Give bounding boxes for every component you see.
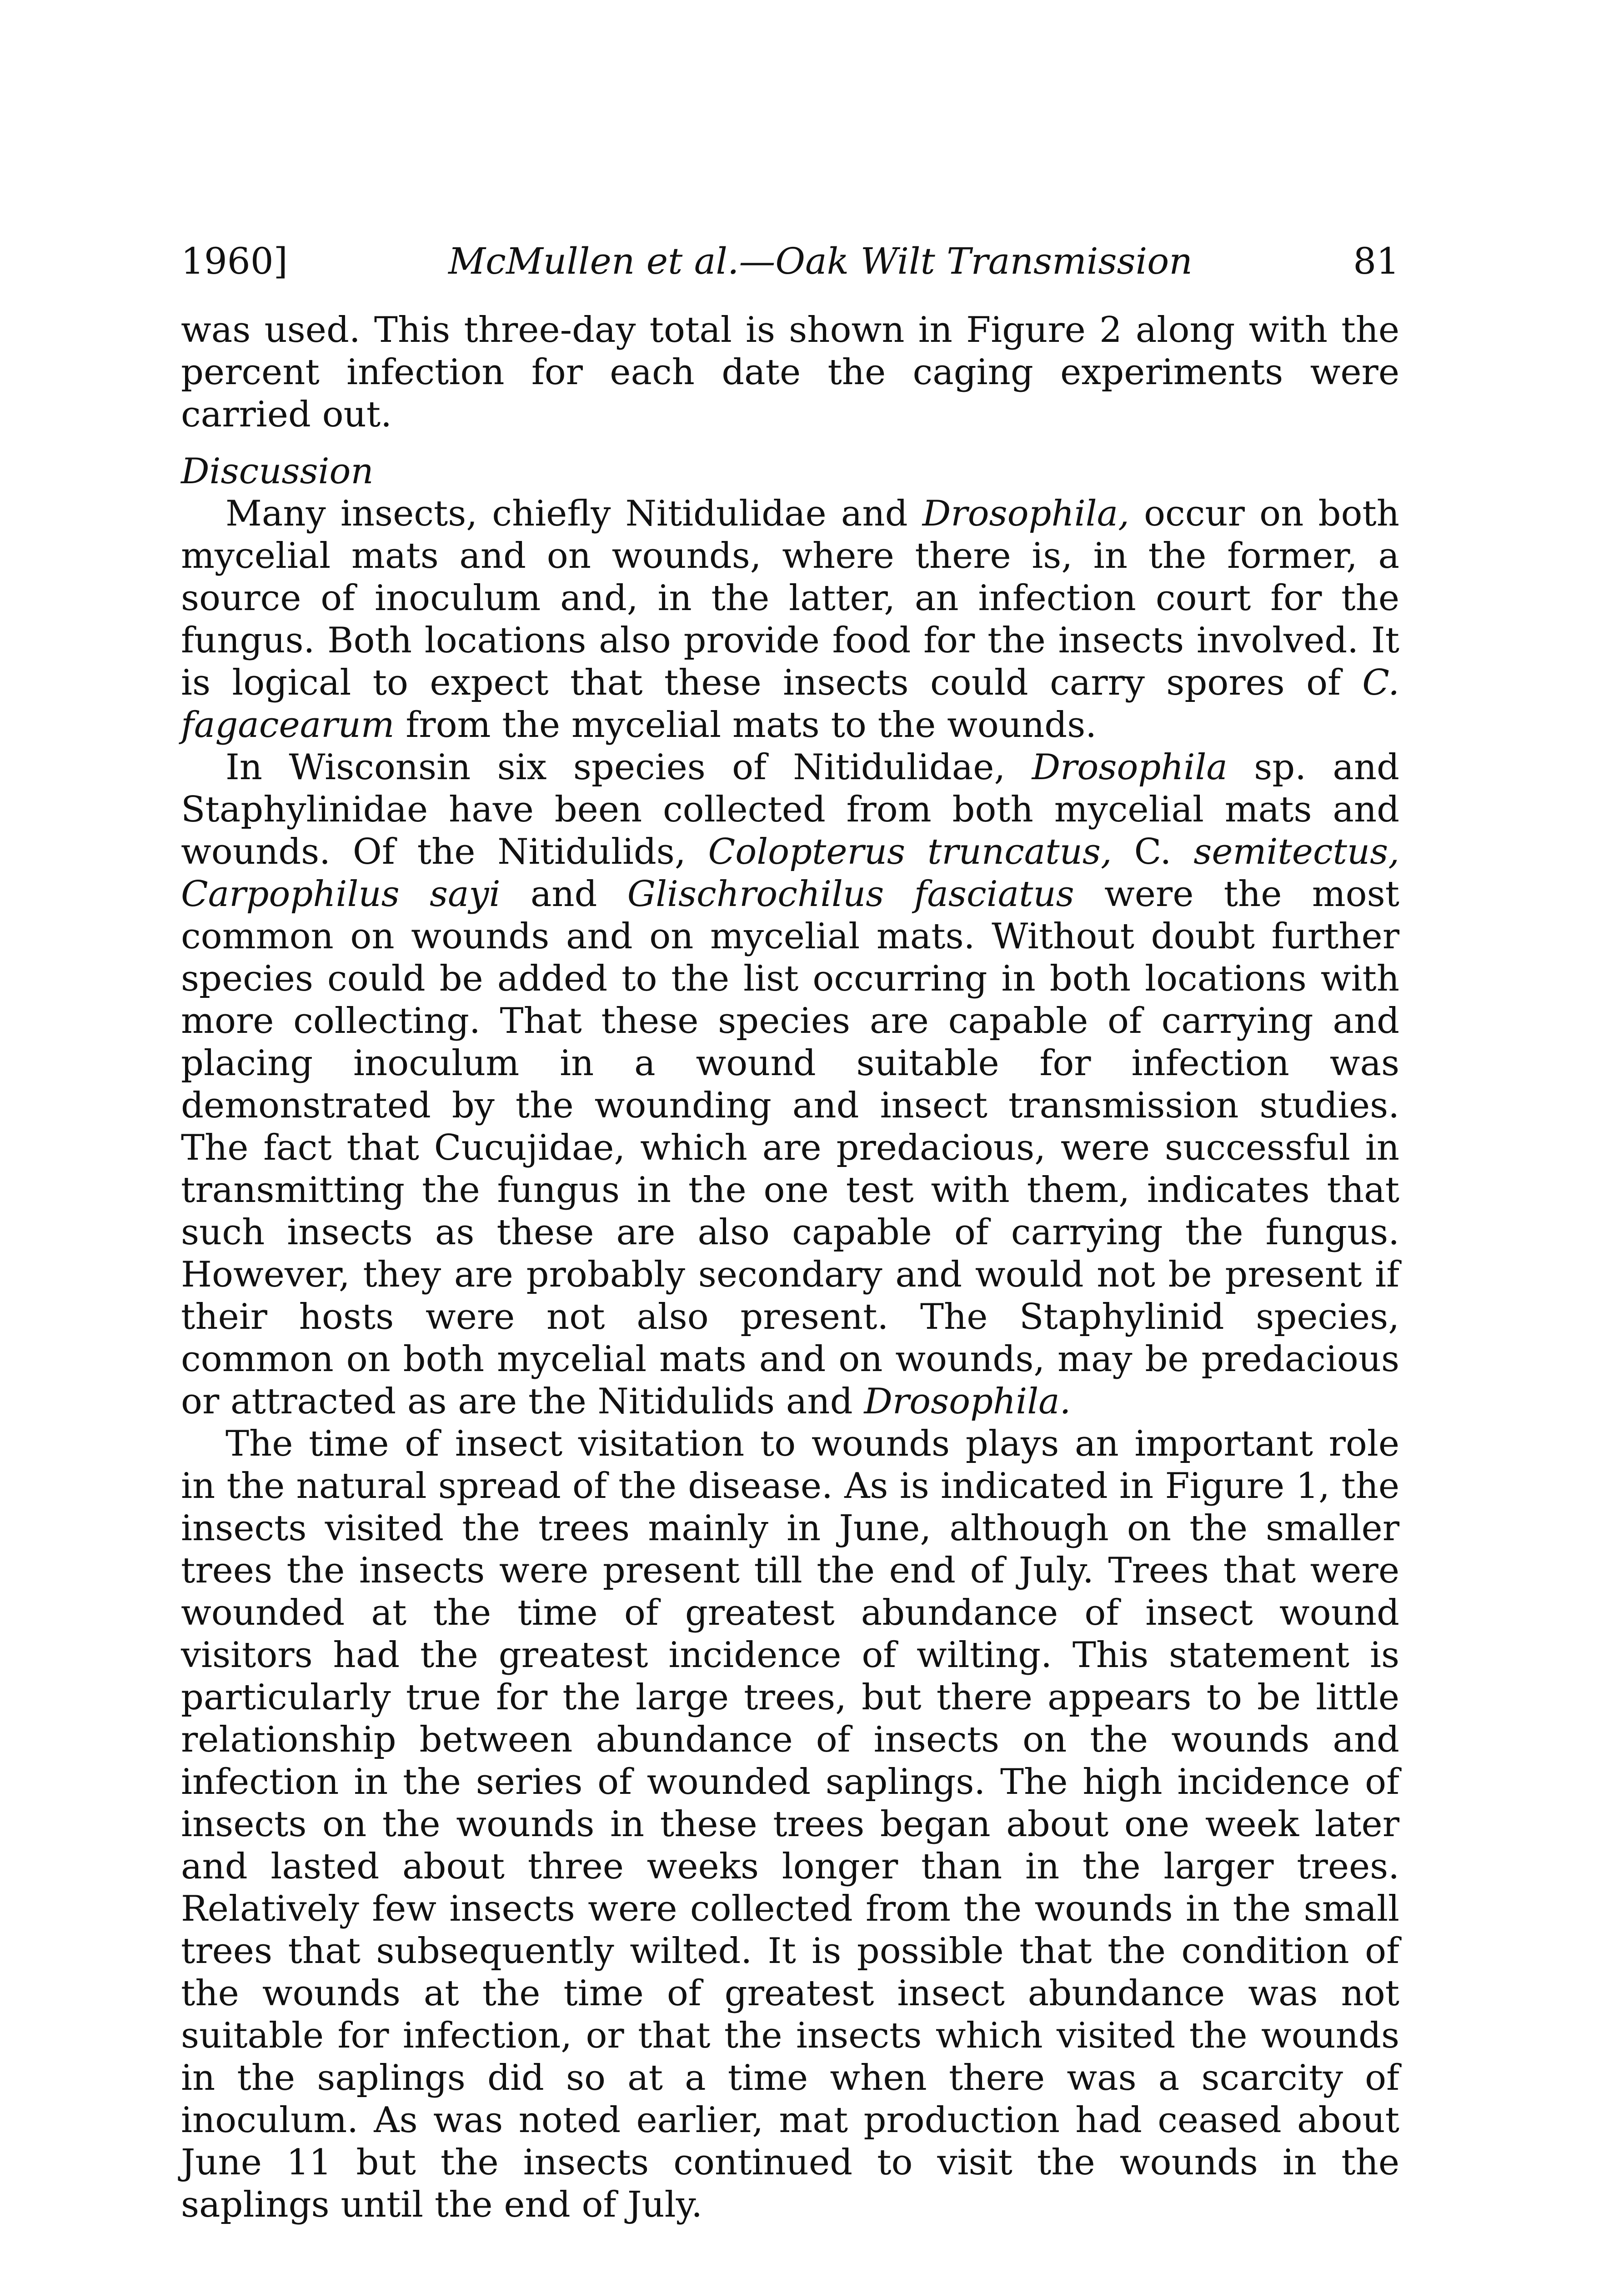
paragraph-discussion-1	[181, 493, 1399, 746]
text-run: from the mycelial mats to the wounds.	[394, 705, 1097, 746]
italic-text-run: Drosophila.	[864, 1381, 1071, 1422]
paragraph-continuation	[181, 309, 1399, 436]
italic-text-run: Drosophila,	[922, 493, 1129, 534]
page-number: 81	[1353, 240, 1399, 282]
section-heading-discussion: Discussion	[181, 451, 374, 492]
text-run: were the most common on wounds and on mycelial mats. Without doubt further species could be added to the list occurring in both locations with more collecting. That these species are capable of carrying and placing inoculum in a wound suitable for infection was demonstrated by the wounding and insect transmission studies. The fact that Cucujidae, which are predacious, were successful in transmitting the fungus in the one test with them, indicates that such insects as these are also capable of carrying the fungus. However, they are probably secondary and would not be present if their hosts were not also present. The Staphylinid species, common on both mycelial mats and on wounds, may be predacious or attracted as are the Nitidulids and	[181, 874, 1399, 1422]
running-head	[181, 236, 1399, 286]
paragraph-discussion-2	[181, 746, 1399, 1423]
text-run: The time of insect visitation to wounds plays an important role in the natural spread of the disease. As is indicated in Figure 1, the insects visited the trees mainly in June, although on the smaller trees the insects were present till the end of July. Trees that were wounded at the time of greatest abundance of insect wound visitors had the greatest incidence of wilting. This statement is particularly true for the large trees, but there appears to be little relationship between abundance of insects on the wounds and infection in the series of wounded saplings. The high incidence of insects on the wounds in these trees began about one week later and lasted about three weeks longer than in the larger trees. Relatively few insects were collected from the wounds in the small trees that subsequently wilted. It is possible that the condition of the wounds at the time of greatest insect abundance was not suitable for infection, or that the insects which visited the wounds in the saplings did so at a time when there was a scarcity of inoculum. As was noted earlier, mat production had ceased about June 11 but the insects continued to visit the wounds in the saplings until the end of July.	[181, 1423, 1399, 2225]
text-run: Many insects, chiefly Nitidulidae and	[226, 493, 922, 534]
paragraph-discussion-3	[181, 1423, 1399, 2226]
text-run: In Wisconsin six species of Nitidulidae,	[226, 747, 1032, 788]
header-year: 1960]	[181, 240, 288, 282]
italic-text-run: semitectus, Carpophilus sayi	[181, 831, 1399, 915]
italic-text-run: Colopterus truncatus,	[708, 831, 1112, 872]
italic-text-run: Drosophila	[1032, 747, 1228, 788]
text-run: and	[500, 874, 627, 915]
text-run: sp. and Staphylinidae have been collected from both mycelial mats and wounds. Of the Nitidulids,	[181, 747, 1399, 872]
text-run: occur on both mycelial mats and on wounds, where there is, in the former, a source of inoculum and, in the latter, an infection court for the fungus. Both locations also provide food for the insects involved. It is logical to expect that these insects could carry spores of	[181, 493, 1399, 703]
italic-text-run: Glischrochilus fasciatus	[627, 874, 1074, 915]
page	[181, 236, 1399, 2226]
text-run: C.	[1112, 831, 1194, 872]
italic-text-run: C. fagacearum	[181, 662, 1399, 746]
header-title: McMullen et al.—Oak Wilt Transmission	[448, 240, 1193, 282]
text-run: was used. This three-day total is shown in Figure 2 along with the percent infection for each date the caging experiments were carried out.	[181, 310, 1399, 435]
